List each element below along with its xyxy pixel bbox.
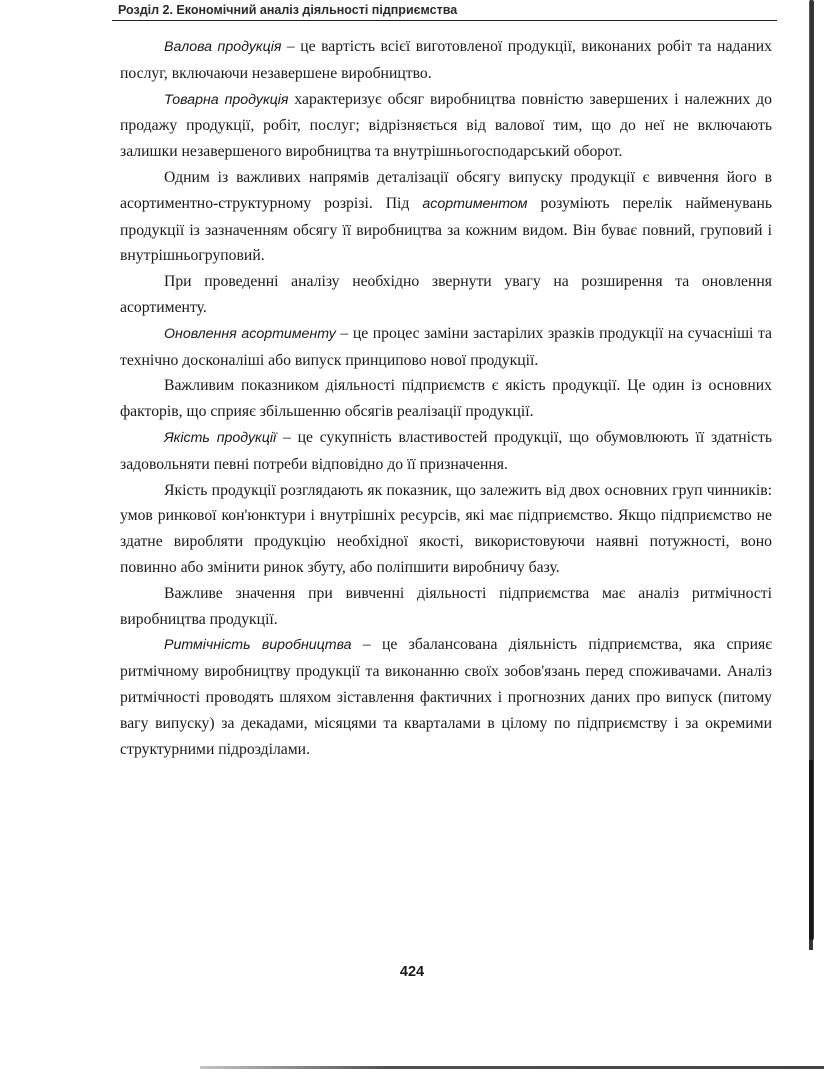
paragraph-gross-output xyxy=(120,34,772,87)
paragraph-text: Важливе значення при вивченні діяльності підприємства має аналіз ритмічності виробництва продукції. xyxy=(120,584,772,628)
paragraph-text: розуміють перелік найменувань продукції із зазначенням обсягу її виробництва за кожним видом. Він буває повний, груповий і внутрішньогруповий. xyxy=(120,194,772,265)
page-number: 424 xyxy=(399,964,425,980)
paragraph-quality-factors xyxy=(120,478,772,581)
paragraph-text: Одним із важливих напрямів деталізації обсягу випуску продукції є вивчення його в асортиментно-структурному розрізі. Під xyxy=(120,168,772,212)
paragraph-product-quality xyxy=(120,425,772,478)
running-title: Розділ 2. Економічний аналіз діяльності підприємства xyxy=(118,3,458,17)
page-body xyxy=(120,34,772,762)
paragraph-assortment-renewal xyxy=(120,321,772,374)
term-assortment: асортиментом xyxy=(422,195,528,212)
term-production-rhythm: Ритмічність виробництва xyxy=(164,637,352,654)
paragraph-quality-indicator xyxy=(120,373,772,425)
paragraph-text: – це сукупність властивостей продукції, що обумовлюють її здатність задовольняти певні потреби відповідно до її призначення. xyxy=(120,428,772,473)
paragraph-text: – це збалансована діяльність підприємства, яка сприяє ритмічному виробництву продукції та виконанню своїх зобов'язань перед споживачами. Аналіз ритмічності проводять шляхом зіставлення фактичних і прогнозних даних про випуск (питому вагу випуску) за декадами, місяцями та кварталами в цілому по підприємству і за окремими структурними підрозділами. xyxy=(120,636,772,758)
paragraph-text: При проведенні аналізу необхідно звернути увагу на розширення та оновлення асортименту. xyxy=(120,273,772,316)
term-gross-output: Валова продукція xyxy=(164,39,282,55)
paragraph-assortment-analysis xyxy=(120,269,772,321)
paragraph-text: Якість продукції розглядають як показник, що залежить від двох основних груп чинників: умов ринкової кон'юнктури і внутрішніх ресурсів, які має підприємство. Якщо підприємство не здатне виробляти продукцію необхідної якості, використовуючи наявні потужності, воно повинно або змінити ринок збуту, або поліпшити виробничу базу. xyxy=(120,481,772,576)
term-assortment-renewal: Оновлення асортименту xyxy=(164,325,336,342)
scan-edge-shadow-lower xyxy=(809,760,813,950)
paragraph-rhythm-importance xyxy=(120,581,772,633)
paragraph-commodity-output xyxy=(120,87,772,165)
paragraph-text: Важливим показником діяльності підприємств є якість продукції. Це один із основних факторів, що сприяє збільшенню обсягів реалізації продукції. xyxy=(120,377,772,421)
paragraph-text: – це процес заміни застарілих зразків продукції на сучасніші та технічно досконаліші або випуск принципово нової продукції. xyxy=(120,324,772,369)
scan-bottom-line xyxy=(200,1066,824,1069)
term-commodity-output: Товарна продукція xyxy=(164,91,289,108)
page-header xyxy=(112,0,777,21)
term-product-quality: Якість продукції xyxy=(164,429,277,446)
paragraph-production-rhythm xyxy=(120,632,772,762)
paragraph-text: характеризує обсяг виробництва повністю завершених і належних до продажу продукції, робіт, послуг; відрізняється від валової тим, що до неї не включають залишки незавершеного виробництва та внутрішньогосподарський оборот. xyxy=(120,90,772,161)
paragraph-assortment xyxy=(120,165,772,269)
paragraph-text: – це вартість всієї виготовленої продукції, виконаних робіт та наданих послуг, включаючи незавершене виробництво. xyxy=(120,38,772,82)
